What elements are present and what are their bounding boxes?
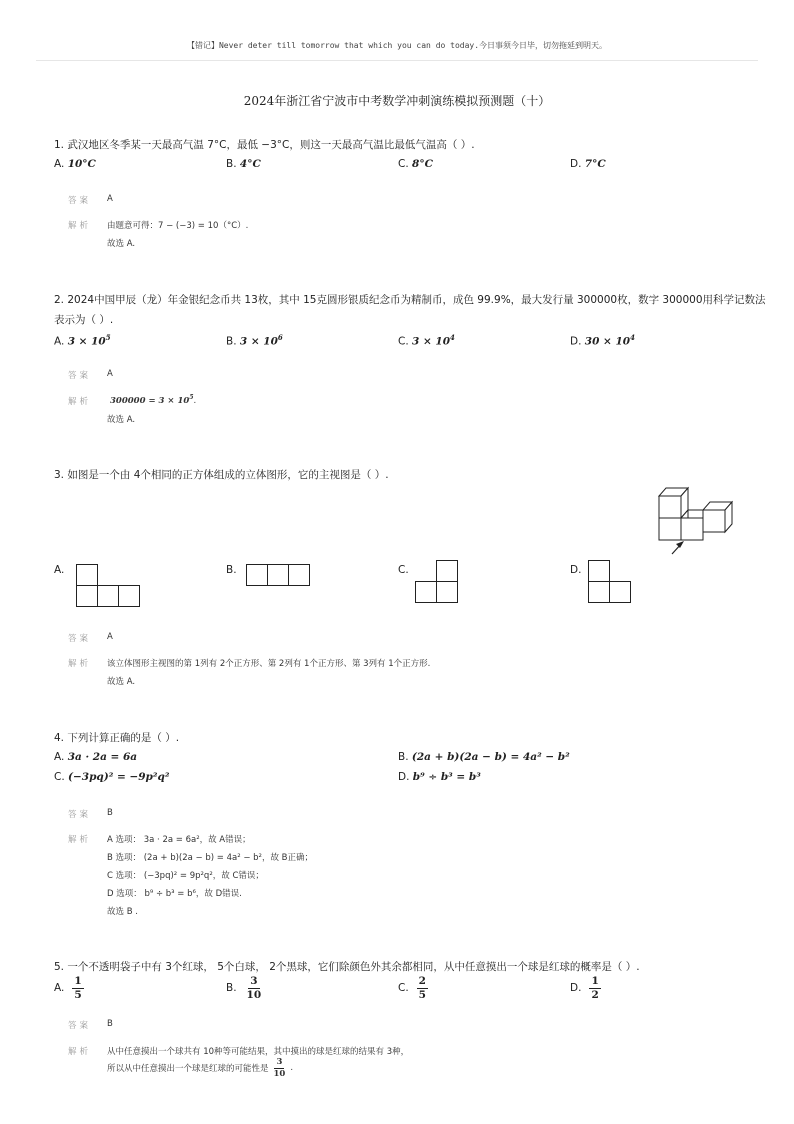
- q4-analysis-line: A 选项： 3a · 2a = 6a²，故 A错误；: [107, 835, 251, 845]
- option-letter: C.: [398, 335, 409, 348]
- option-d-view: [588, 560, 632, 604]
- denominator: 10: [273, 1068, 286, 1079]
- option-letter: D.: [570, 564, 582, 576]
- option-letter: C.: [398, 564, 409, 576]
- exponent: 6: [277, 333, 283, 342]
- page-title: 2024年浙江省宁波市中考数学冲刺演练模拟预测题（十）: [243, 94, 551, 108]
- q2-stem-cont: 表示为（ ）.: [54, 314, 114, 326]
- q5-option-b[interactable]: [226, 976, 263, 1000]
- q3-option-c[interactable]: [398, 564, 409, 576]
- analysis-label: 解析: [68, 835, 92, 845]
- q2-analysis-line: [110, 394, 196, 406]
- option-c-view: [415, 560, 459, 604]
- option-letter: B.: [226, 564, 237, 576]
- punct: .: [290, 1063, 294, 1073]
- fraction: [272, 1058, 288, 1078]
- answer-label: 答案: [68, 196, 92, 206]
- q4-analysis-line: D 选项： b⁹ ÷ b³ = b⁶，故 D错误.: [107, 889, 242, 899]
- q3-answer: A: [107, 632, 113, 642]
- option-text: 3 × 10: [67, 335, 106, 348]
- option-text: 7°C: [584, 158, 606, 170]
- q4-analysis-line: C 选项： (−3pq)² = 9p²q²，故 C错误；: [107, 871, 264, 881]
- exponent: 4: [630, 333, 635, 342]
- denominator: 10: [246, 988, 262, 1001]
- option-letter: C.: [398, 982, 409, 994]
- q5-analysis-line: 从中任意摸出一个球共有 10种等可能结果，其中摸出的球是红球的结果有 3种，: [107, 1047, 410, 1057]
- q3-option-b[interactable]: [226, 564, 237, 576]
- numerator: 1: [591, 975, 599, 987]
- q5-analysis-line: [107, 1058, 293, 1078]
- q4-option-c[interactable]: [54, 771, 169, 783]
- option-letter: C.: [54, 771, 65, 783]
- analysis-text: 所以从中任意摸出一个球是红球的可能性是: [107, 1064, 269, 1074]
- option-text: 30 × 10: [584, 335, 631, 348]
- analysis-label: 解析: [68, 397, 92, 407]
- q2-option-b[interactable]: [226, 333, 283, 348]
- q1-stem: 1. 武汉地区冬季某一天最高气温 7°C，最低 −3°C，则这一天最高气温比最低气温高（ ）.: [54, 139, 475, 151]
- option-letter: A.: [54, 982, 65, 994]
- analysis-label: 解析: [68, 659, 92, 669]
- fraction: [417, 976, 428, 1000]
- q3-analysis-line: 故选 A.: [107, 677, 136, 687]
- option-letter: A.: [54, 335, 65, 348]
- denominator: 5: [418, 988, 426, 1001]
- q1-analysis-line: 故选 A.: [107, 239, 136, 249]
- divider: [36, 60, 758, 61]
- answer-label: 答案: [68, 371, 92, 381]
- q1-option-a[interactable]: [54, 158, 96, 170]
- denominator: 2: [591, 988, 599, 1001]
- option-text: (−3pq)² = −9p²q²: [68, 771, 170, 783]
- q2-answer: A: [107, 369, 113, 379]
- option-b-view: [246, 564, 310, 586]
- q4-option-a[interactable]: [54, 751, 137, 763]
- q1-option-b[interactable]: [226, 158, 261, 170]
- cube-front-face: [659, 496, 681, 518]
- numerator: 2: [418, 975, 426, 987]
- cube-front-face: [659, 518, 681, 540]
- numerator: 3: [250, 975, 258, 987]
- q4-answer: B: [107, 808, 113, 818]
- answer-label: 答案: [68, 810, 92, 820]
- analysis-label: 解析: [68, 1047, 92, 1057]
- answer-label: 答案: [68, 1021, 92, 1031]
- q5-stem: 5. 一个不透明袋子中有 3个红球， 5个白球， 2个黑球，它们除颜色外其余都相同，从中任意摸出一个球是红球的概率是（ ）.: [54, 961, 640, 973]
- q4-stem: 4. 下列计算正确的是（ ）.: [54, 732, 180, 744]
- q3-option-a[interactable]: [54, 564, 64, 576]
- option-letter: D.: [570, 982, 582, 994]
- option-letter: D.: [570, 335, 582, 348]
- option-letter: B.: [226, 335, 237, 348]
- option-letter: A.: [54, 158, 65, 170]
- q4-analysis-line: 故选 B .: [107, 907, 138, 917]
- analysis-label: 解析: [68, 221, 92, 231]
- q2-option-c[interactable]: [398, 333, 455, 348]
- arrow-head-icon: [676, 541, 684, 548]
- option-text: 10°C: [67, 158, 96, 170]
- answer-label: 答案: [68, 634, 92, 644]
- exponent: 4: [450, 333, 455, 342]
- fraction: [245, 976, 264, 1000]
- option-text: 3 × 10: [412, 335, 451, 348]
- q3-analysis-line: 该立体图形主视图的第 1列有 2个正方形、第 2列有 1个正方形、第 3列有 1个正方形.: [107, 659, 431, 669]
- q4-option-d[interactable]: [398, 771, 481, 783]
- option-letter: B.: [226, 982, 237, 994]
- q2-analysis-line: 故选 A.: [107, 415, 136, 425]
- q2-stem: 2. 2024中国甲辰（龙）年金银纪念币共 13枚，其中 15克圆形银质纪念币为精制币，成色 99.9%，最大发行量 300000枚，数字 300000用科学记数法: [54, 294, 766, 306]
- denominator: 5: [74, 988, 82, 1001]
- motto: 【错记】Never deter till tomorrow that which you can do today.今日事须今日毕，切勿拖延到明天。: [186, 41, 608, 50]
- q4-option-b[interactable]: [398, 751, 570, 763]
- option-a-view: [76, 564, 140, 608]
- exponent: 5: [105, 333, 111, 342]
- option-letter: A.: [54, 564, 65, 576]
- fraction: [72, 976, 83, 1000]
- q3-option-d[interactable]: [570, 564, 581, 576]
- q4-analysis-line: B 选项： (2a + b)(2a − b) = 4a² − b²，故 B正确；: [107, 853, 313, 863]
- option-text: b⁹ ÷ b³ = b³: [412, 771, 481, 783]
- option-text: 8°C: [412, 158, 433, 170]
- q1-answer: A: [107, 194, 113, 204]
- punct: .: [193, 395, 197, 406]
- numerator: 1: [74, 975, 82, 987]
- math-text: 300000 = 3 × 10: [110, 395, 190, 406]
- cube-front-face: [703, 510, 725, 532]
- q3-stem: 3. 如图是一个由 4个相同的正方体组成的立体图形，它的主视图是（ ）.: [54, 469, 389, 481]
- option-letter: D.: [570, 158, 582, 170]
- option-text: (2a + b)(2a − b) = 4a² − b²: [411, 751, 570, 763]
- option-text: 4°C: [239, 158, 261, 170]
- option-letter: D.: [398, 771, 410, 783]
- option-text: 3a · 2a = 6a: [67, 751, 138, 763]
- option-letter: B.: [398, 751, 409, 763]
- q1-analysis-line: 由题意可得：7 − (−3) = 10（°C）.: [107, 221, 249, 231]
- q5-answer: B: [107, 1019, 113, 1029]
- q2-option-d[interactable]: [570, 333, 635, 348]
- option-letter: A.: [54, 751, 65, 763]
- q5-option-d[interactable]: [570, 976, 601, 1000]
- option-text: 3 × 10: [239, 335, 278, 348]
- q5-option-a[interactable]: [54, 976, 84, 1000]
- q5-option-c[interactable]: [398, 976, 428, 1000]
- numerator: 3: [276, 1057, 283, 1067]
- cube-3d-figure: [652, 484, 748, 560]
- option-letter: C.: [398, 158, 409, 170]
- cube-front-face: [681, 518, 703, 540]
- option-letter: B.: [226, 158, 237, 170]
- q2-option-a[interactable]: [54, 333, 111, 348]
- q1-option-c[interactable]: [398, 158, 433, 170]
- fraction: [589, 976, 600, 1000]
- q1-option-d[interactable]: [570, 158, 606, 170]
- exponent: 5: [189, 394, 194, 401]
